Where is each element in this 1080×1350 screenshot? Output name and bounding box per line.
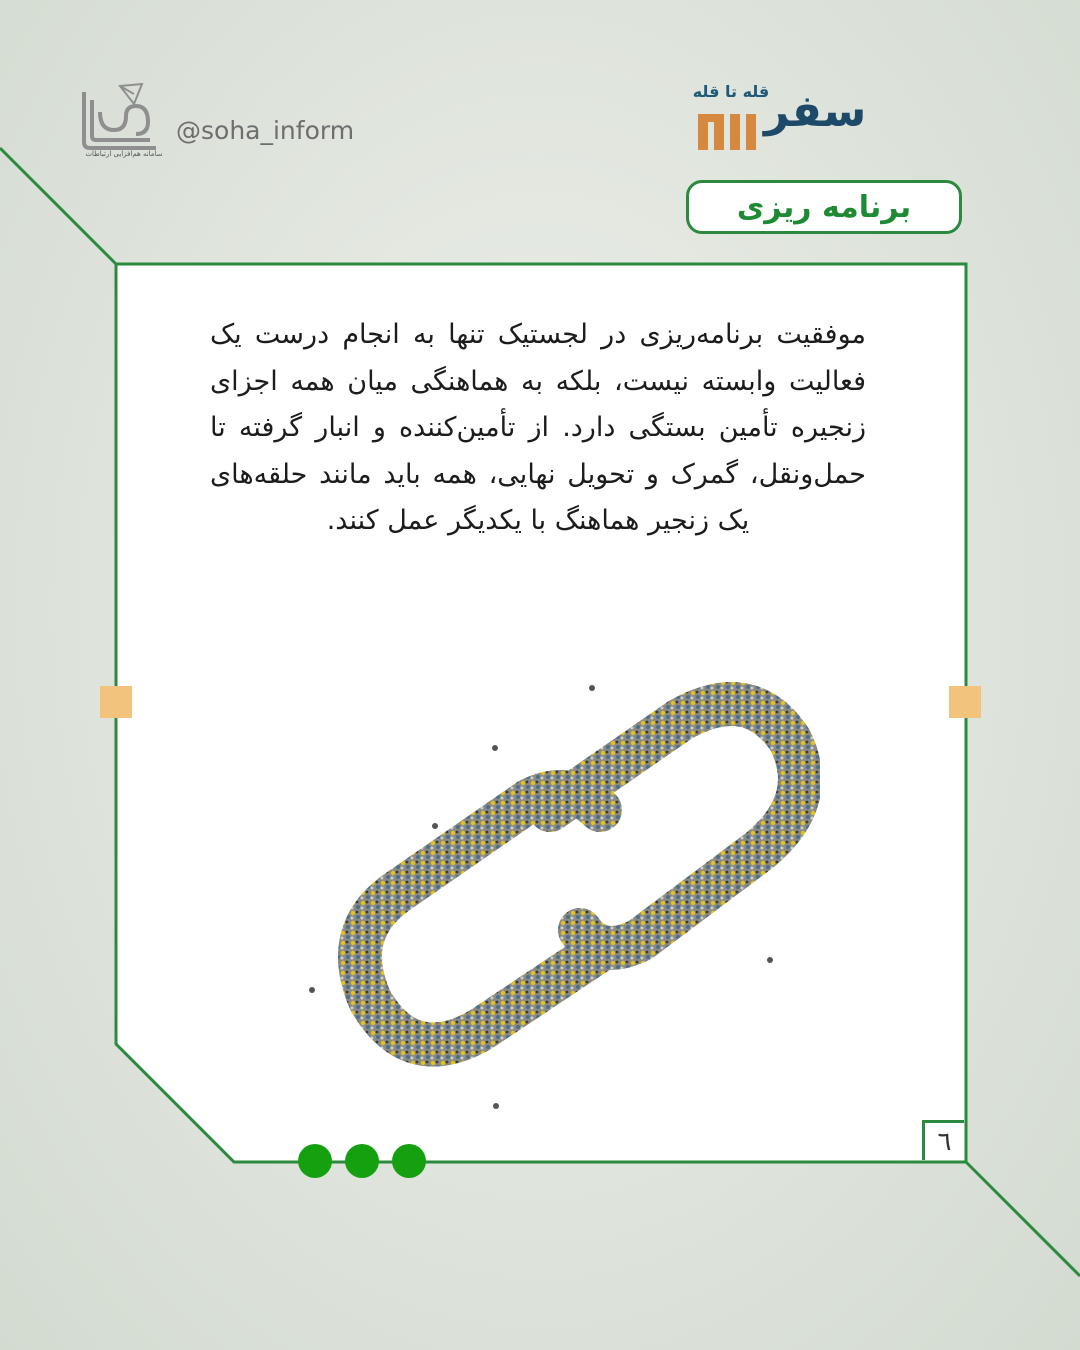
safar-logo-tagline: قله تا قله <box>692 82 770 101</box>
title-badge <box>686 180 962 234</box>
left-marker <box>100 686 132 718</box>
page-number: ٦ <box>922 1120 964 1160</box>
social-handle: @soha_inform <box>176 116 355 145</box>
pagination-dot-1 <box>298 1144 332 1178</box>
body-paragraph: موفقیت برنامه‌ریزی در لجستیک تنها به انجام درست یک فعالیت وابسته نیست، بلکه به هماهنگی میان همه اجزای زنجیره تأمین بستگی دارد. از تأمین‌کننده و انبار گرفته تا حمل‌ونقل، گمرک و تحویل نهایی، همه باید مانند حلقه‌های یک زنجیر هماهنگ با یکدیگر عمل کنند. <box>210 319 866 536</box>
page-title: برنامه ریزی <box>736 189 912 225</box>
chain-link-illustration <box>300 660 820 1130</box>
safar-logo-word: سفر <box>764 86 867 137</box>
soha-logo-caption: سامانه هم‌افزایی ارتباطات <box>85 150 163 158</box>
safar-logo-number <box>694 112 764 152</box>
pagination-dot-3 <box>392 1144 426 1178</box>
right-marker <box>949 686 981 718</box>
pagination-dot-2 <box>345 1144 379 1178</box>
